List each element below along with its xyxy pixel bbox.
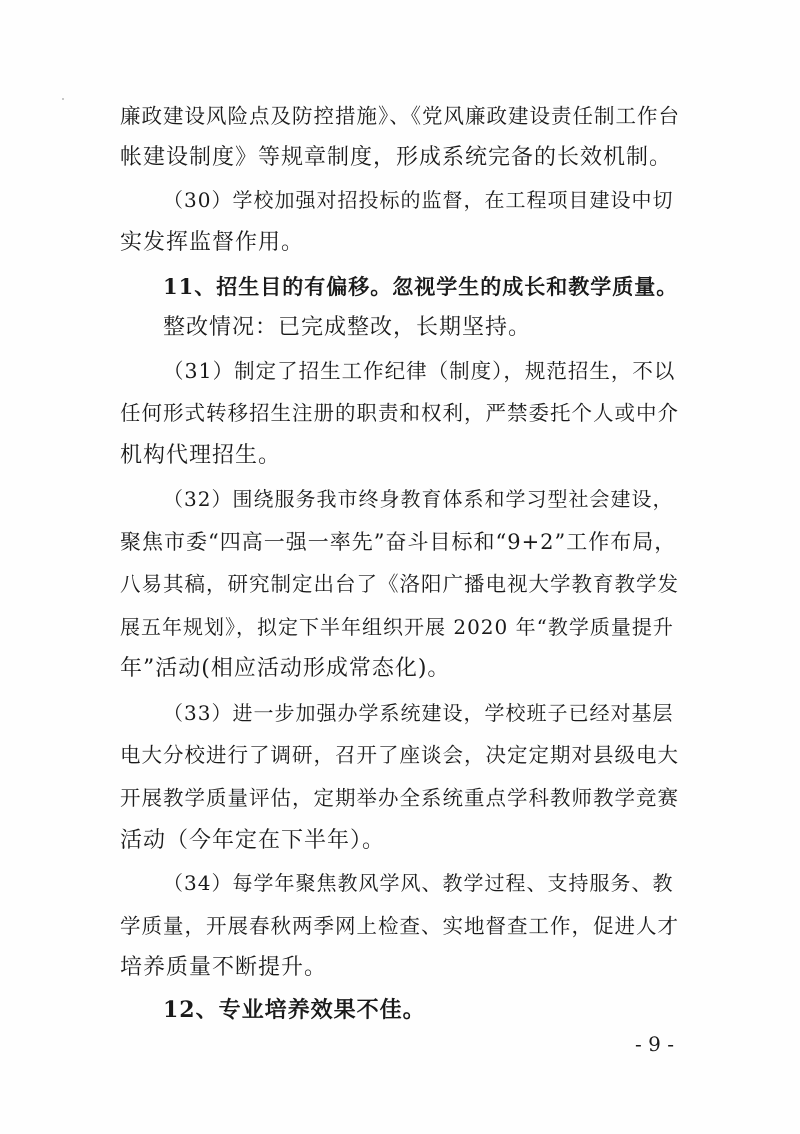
text-line: 活动（今年定在下半年）。 — [120, 828, 386, 853]
text-line: 培养质量不断提升。 — [120, 955, 328, 980]
text-line: 年”活动(相应活动形成常态化)。 — [120, 656, 451, 681]
text-line: 学质量，开展春秋两季网上检查、实地督查工作，促进人才 — [120, 914, 679, 938]
paragraph-34-start: （34）每学年聚焦教风学风、教学过程、支持服务、教 — [163, 871, 674, 895]
text-line: 八易其稿，研究制定出台了《洛阳广播电视大学教育教学发 — [120, 572, 679, 596]
section-heading-11: 11、招生目的有偏移。忽视学生的成长和教学质量。 — [163, 274, 679, 299]
scan-speck — [62, 98, 64, 100]
text-line: 帐建设制度》等规章制度，形成系统完备的长效机制。 — [120, 145, 673, 170]
paragraph-30-start: （30）学校加强对招投标的监督，在工程项目建设中切 — [163, 188, 674, 212]
text-line: 机构代理招生。 — [120, 443, 282, 468]
paragraph-32-start: （32）围绕服务我市终身教育体系和学习型社会建设， — [163, 487, 674, 511]
text-line: 任何形式转移招生注册的职责和权利，严禁委托个人或中介 — [120, 401, 679, 425]
text-line: 廉政建设风险点及防控措施》、《党风廉政建设责任制工作台 — [120, 104, 680, 128]
text-line: 电大分校进行了调研，召开了座谈会，决定定期对县级电大 — [120, 743, 679, 767]
text-line: 实发挥监督作用。 — [120, 230, 305, 255]
text-line: 展五年规划》，拟定下半年组织开展 2020 年“教学质量提升 — [120, 615, 674, 639]
text-line: 开展教学质量评估，定期举办全系统重点学科教师教学竞赛 — [120, 786, 679, 810]
page-number: - 9 - — [635, 1032, 674, 1056]
rectification-status: 整改情况：已完成整改，长期坚持。 — [163, 315, 532, 340]
paragraph-33-start: （33）进一步加强办学系统建设，学校班子已经对基层 — [163, 701, 674, 725]
section-heading-12: 12、专业培养效果不佳。 — [163, 997, 426, 1023]
text-line: 聚焦市委“四高一强一率先”奋斗目标和“9+2”工作布局， — [120, 530, 677, 554]
paragraph-31-start: （31）制定了招生工作纪律（制度），规范招生，不以 — [163, 359, 676, 383]
